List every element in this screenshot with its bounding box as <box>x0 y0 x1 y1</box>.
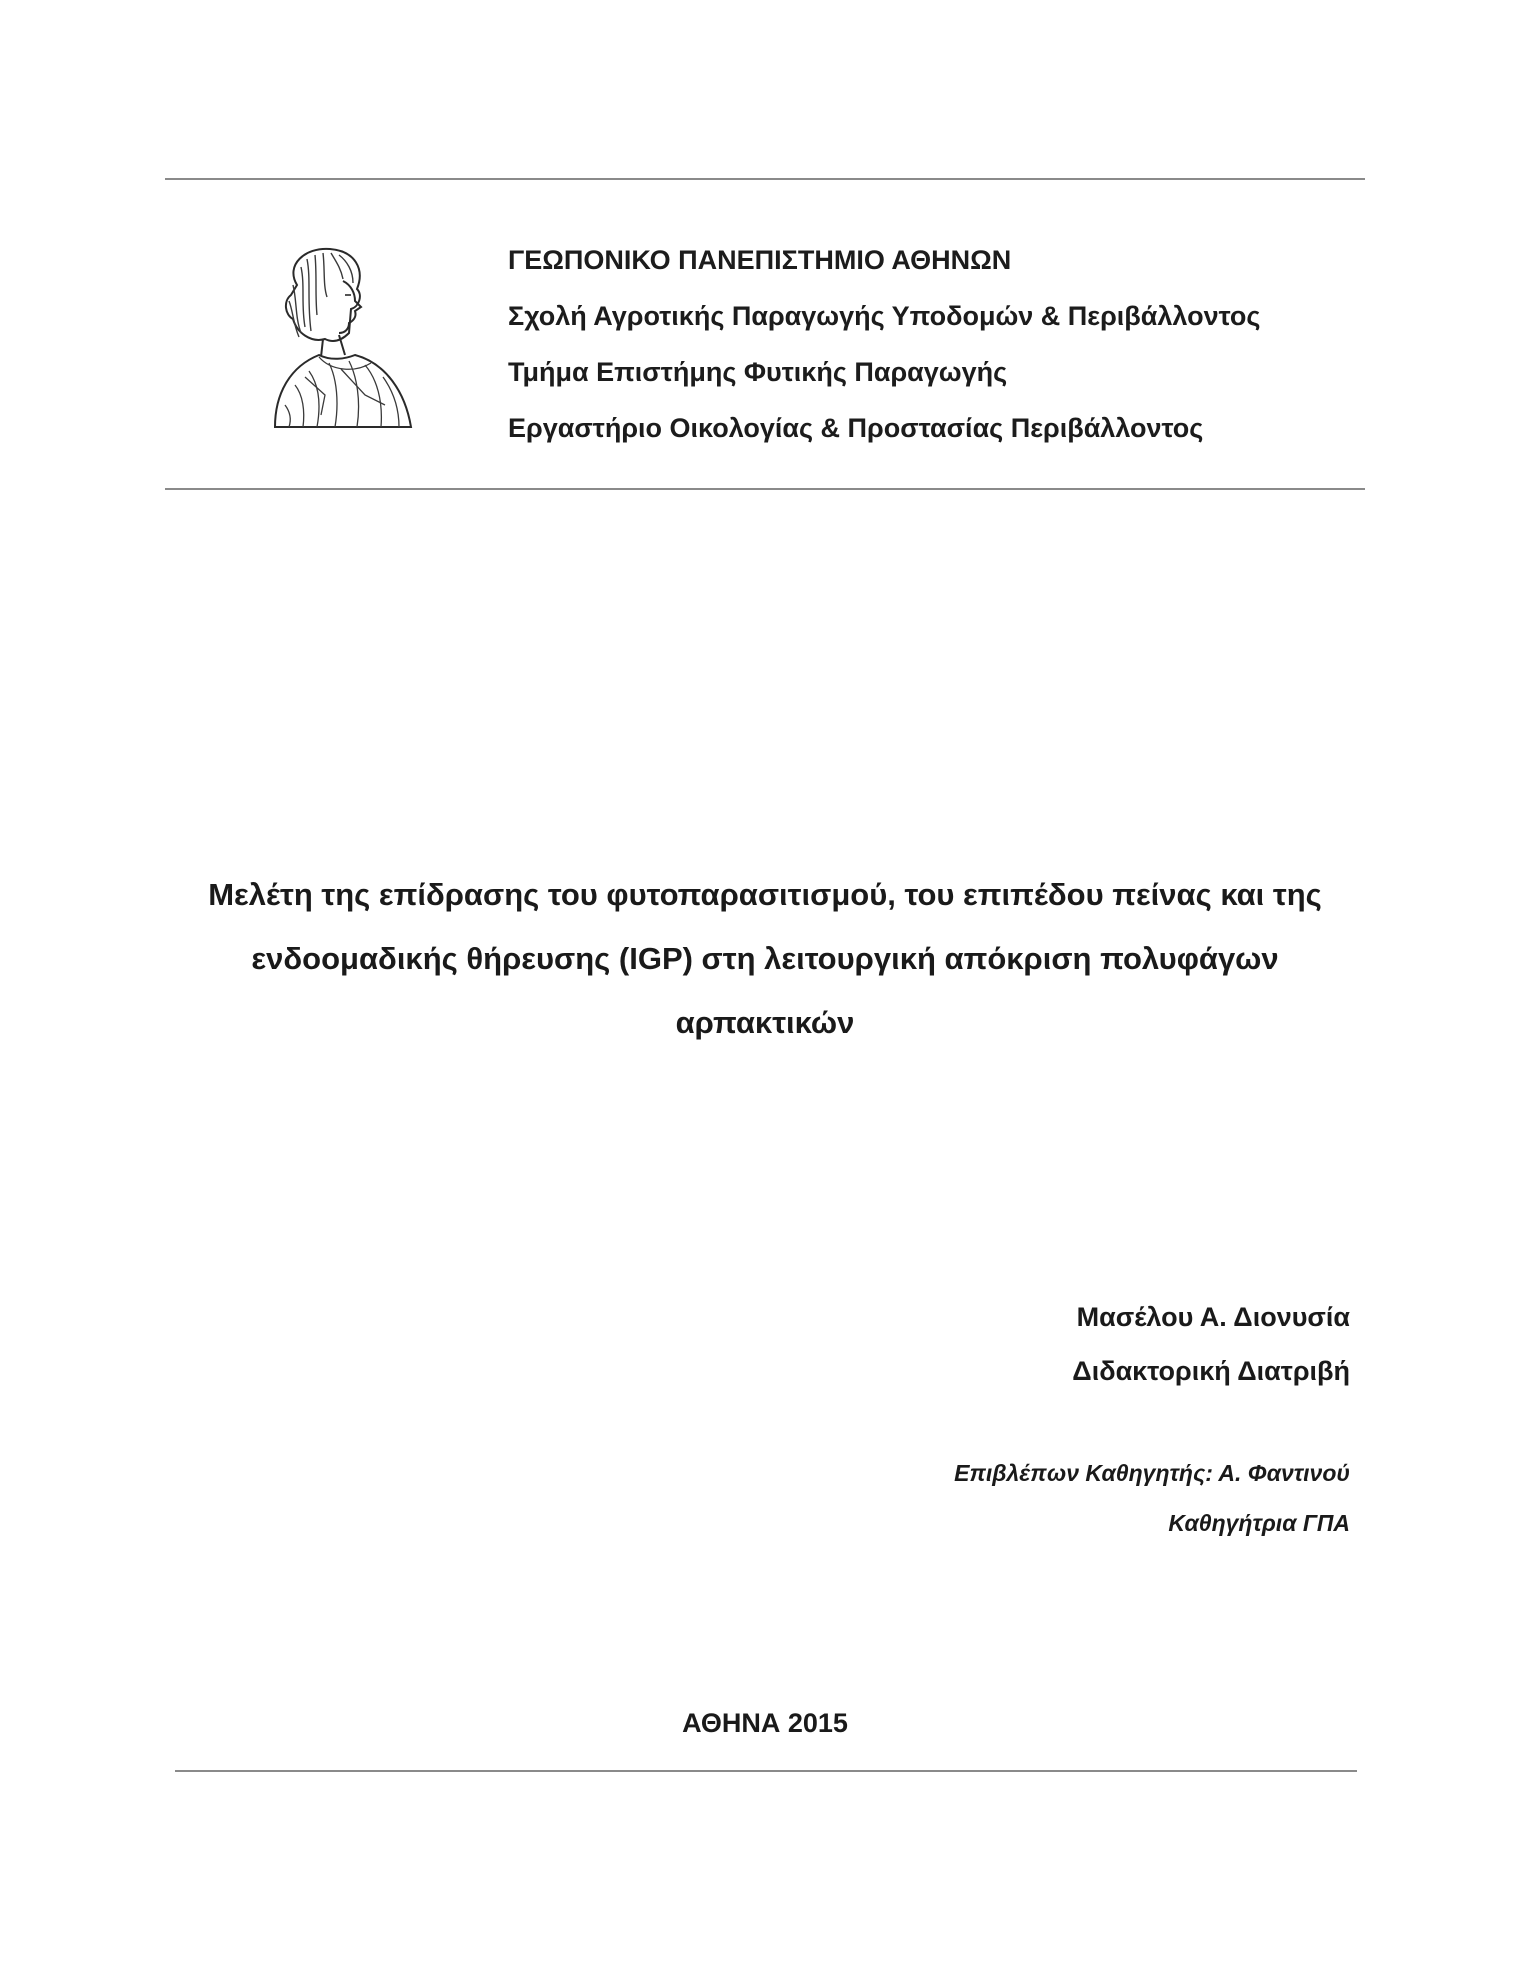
department-name: Τμήμα Επιστήμης Φυτικής Παραγωγής <box>508 357 1008 387</box>
thesis-title <box>140 863 1390 1055</box>
title-line-2: ενδοομαδικής θήρευσης (IGP) στη λειτουργική απόκριση πολυφάγων <box>251 941 1279 976</box>
title-line-1: Μελέτη της επίδρασης του φυτοπαρασιτισμού, του επιπέδου πείνας και της <box>208 877 1322 912</box>
document-type: Διδακτορική Διατριβή <box>1072 1356 1350 1386</box>
title-line-3: αρπακτικών <box>675 1005 855 1040</box>
laboratory-name: Εργαστήριο Οικολογίας & Προστασίας Περιβάλλοντος <box>508 413 1204 443</box>
footer-divider <box>175 1770 1357 1772</box>
author-name: Μασέλου Α. Διονυσία <box>1076 1302 1350 1332</box>
university-emblem-icon <box>245 245 415 430</box>
header-divider <box>165 488 1365 490</box>
university-name: ΓΕΩΠΟΝΙΚΟ ΠΑΝΕΠΙΣΤΗΜΙΟ ΑΘΗΝΩΝ <box>508 245 1012 275</box>
supervisor-name: Επιβλέπων Καθηγητής: Α. Φαντινού <box>954 1460 1350 1486</box>
school-name: Σχολή Αγροτικής Παραγωγής Υποδομών & Περιβάλλοντος <box>508 301 1261 331</box>
top-divider <box>165 178 1365 180</box>
supervisor-block <box>954 1448 1350 1548</box>
supervisor-title: Καθηγήτρια ΓΠΑ <box>1168 1510 1350 1536</box>
institution-block <box>508 232 1260 456</box>
place-year: ΑΘΗΝΑ 2015 <box>682 1708 848 1738</box>
author-block <box>1072 1290 1350 1398</box>
